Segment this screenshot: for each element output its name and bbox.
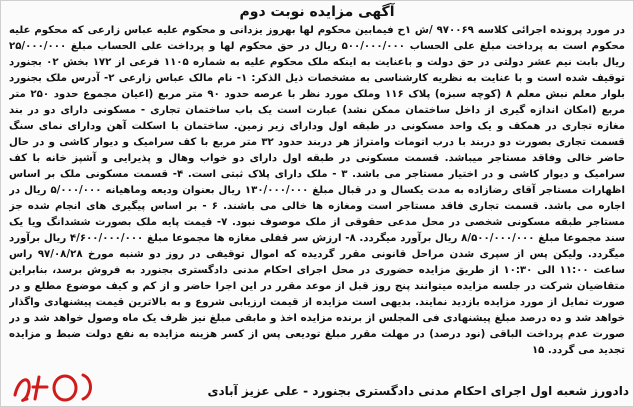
handwritten-mark-icon: [9, 365, 101, 405]
notice-body-paragraph: در مورد پرونده اجرائی کلاسه ۹۷۰۰۶۹ /ش ۱ح فیمابین محکوم لها بهروز یزدانی و محکوم علیه عباس زارعی که محکوم علیه محکوم است به پرداخت مبلغ علی الحساب ۵۰۰/۰۰۰/۰۰۰ ریال در حق محکوم لها و پرداخت علی الحساب مبلغ ۲۵/۰۰۰/۰۰۰ ریال بابت نیم عشر دولتی در حق دولت و باعنایت به اینکه ملک محکوم علیه به شماره ۱۱۰۵ فرعی از ۱۷۲ بخش ۰۲ بجنورد توقیف شده است و با عنایت به نظریه کارشناسی به مشخصات ذیل الذکر: ۱- نام مالک عباس زارعی ۲- آدرس ملک بجنورد بلوار معلم نبش معلم ۸ (کوچه سبزه) پلاک ۱۱۶ وملک مورد نظر با عرصه حدود ۹۰ متر مربع (اعیان مجموع حدود ۲۵۰ متر مربع (امکان اندازه گیری از داخل ساختمان ممکن نشد) عبارت است یک باب ساختمان تجاری - مسکونی دارای دو در بند مغازه تجاری در همکف و یک واحد مسکونی در طبقه اول ودارای زیر زمین. ساختمان با اسکلت آهن ودارای نمای سنگ قسمت تجاری بصورت دو دربند با درب اتومات وامتراژ هر دربند حدود ۳۲ متر مربع با کف سرامیک و دیوار کاشی و در حال حاضر خالی وفاقد مستاجر میباشد. قسمت مسکونی در طبقه اول دارای دو خواب وهال و پذیرایی و آشپز خانه با کف سرامیک و دیوار کاشی و در اختیار مستاجر می باشد. ۳ - ملک دارای پلاک ثبتی است. ۴- قسمت مسکونی ملک بر اساس اظهارات مستاجر آقای رضازاده به مدت یکسال و در قبال مبلغ ۱۳۰/۰۰۰/۰۰۰ ریال بعنوان ودیعه وماهیانه ۵/۰۰۰/۰۰۰ ریال در اجاره می باشد. قسمت تجاری فاقد مستاجر است ومغازه ها خالی می باشند. ۶ - بر اساس پیگیری های انجام شده جز مستاجر طبقه مسکونی شخصی در محل مدعی حقوقی از ملک موصوف نبود. ۷- قیمت پایه ملک بصورت ششدانگ ویا یک سند مجموعا مبلغ ۸/۵۰۰/۰۰۰/۰۰۰ ریال برآورد میگردد. ۸- ارزش سر قفلی مغازه ها مجموعا مبلغ ۴/۶۰۰/۰۰۰/۰۰۰ ریال برآورد میگردد. ولیکن پس از سپری شدن مراحل قانونی مقرر گردیده که اموال توقیفی در روز دو شنبه مورخ ۹۷/۰۸/۲۸ راس ساعت ۱۱:۰۰ الی ۱۰:۳۰ از طریق مزایده حضوری در محل اجرای احکام مدنی دادگستری بجنورد به فروش برسد، بنابراین متقاضیان شرکت در جلسه مزایده میتوانند پنج روز قبل از موعد مقرر در این اجرا حاضر و از کم و کیف موضوع مطلع و در صورت تمایل از مورد مزایده بازدید نمایند. بدیهی است مزایده از قیمت ارزیابی شروع و به بالاترین قیمت پیشنهادی واگذار خواهد شد و ده درصد مبلغ پیشنهادی فی المجلس از برنده مزایده اخذ و مابقی مبلغ نیز ظرف یک ماه وصول خواهد شد و در صورت عدم پرداخت الباقی (نود درصد) در مهلت مقرر مبلغ تودیعی پس از کسر هزینه مزایده به نفع دولت ضبط و مزایده تجدید می گردد. ۱۵: [9, 25, 625, 356]
handwritten-stroke-1: [15, 380, 29, 401]
handwritten-circle: [54, 376, 76, 400]
handwritten-stroke-2: [33, 377, 47, 399]
notice-title: آگهی مزایده نوبت دوم: [239, 4, 395, 20]
notice-body: [9, 23, 625, 377]
handwritten-stroke-3: [83, 375, 91, 399]
notice-signature: دادورز شعبه اول اجرای احکام مدنی دادگستری بجنورد - علی عزیز آبادی: [207, 384, 629, 398]
